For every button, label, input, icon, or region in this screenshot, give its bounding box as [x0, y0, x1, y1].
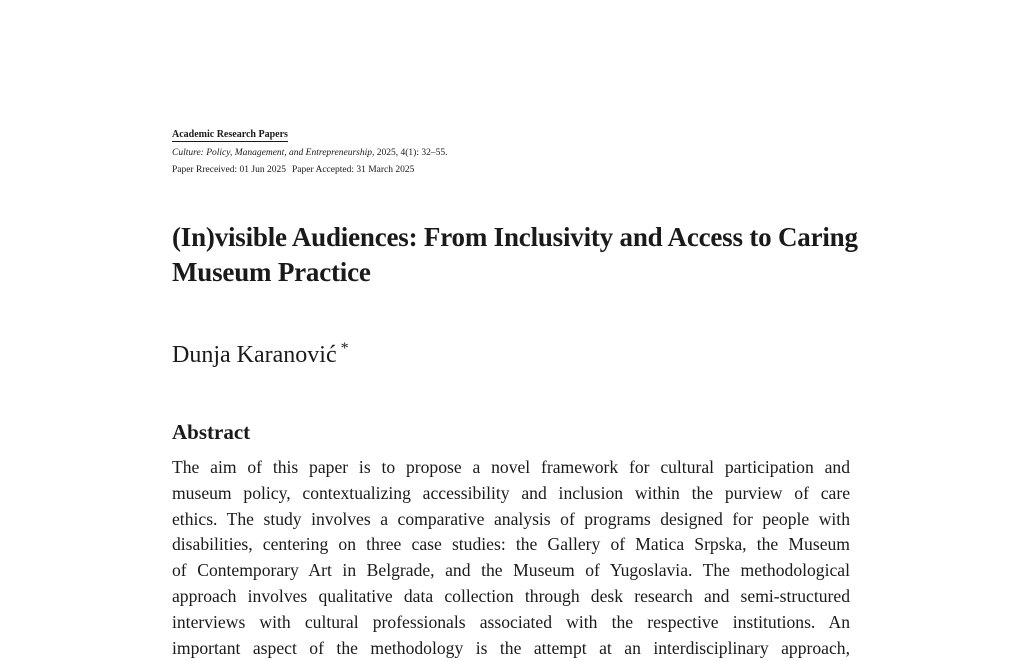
author-name: [172, 340, 349, 370]
paper-dates: [172, 164, 872, 176]
journal-name: Culture: Policy, Management, and Entrepreneurship,: [172, 148, 375, 158]
abstract-line: museum policy, contextualizing accessibility and inclusion within the purview of care: [172, 482, 850, 503]
abstract-line: The aim of this paper is to propose a novel framework for cultural participation and: [172, 457, 850, 477]
abstract-line: ethics. The study involves a comparative analysis of programs designed for people with: [172, 508, 850, 529]
accepted-date: Paper Accepted: 31 March 2025: [291, 165, 415, 175]
paper-title: (In)visible Audiences: From Inclusivity and Access to Caring Museum Practice: [172, 222, 858, 287]
abstract-line: approach involves qualitative data collection through desk research and semi-structured: [172, 585, 850, 606]
journal-volume: 2025, 4(1): 32–55.: [374, 148, 448, 158]
received-date: Paper Rreceived: 01 Jun 2025: [172, 165, 286, 175]
abstract-line: important aspect of the methodology is the attempt at an interdisciplinary approach,: [172, 637, 850, 658]
journal-citation: [172, 147, 872, 159]
abstract-body: [172, 455, 850, 661]
author-name-text: Dunja Karanović: [172, 342, 337, 368]
abstract-line: disabilities, centering on three case studies: the Gallery of Matica Srpska, the Museum: [172, 534, 850, 555]
abstract-line: of Contemporary Art in Belgrade, and the Museum of Yugoslavia. The methodological: [172, 560, 850, 581]
author-footnote-mark: *: [340, 340, 349, 357]
paper-header: [172, 124, 872, 176]
series-label: Academic Research Papers: [172, 129, 288, 140]
abstract-line: interviews with cultural professionals associated with the respective institutions. An: [172, 611, 850, 632]
abstract-heading: Abstract: [172, 420, 251, 444]
